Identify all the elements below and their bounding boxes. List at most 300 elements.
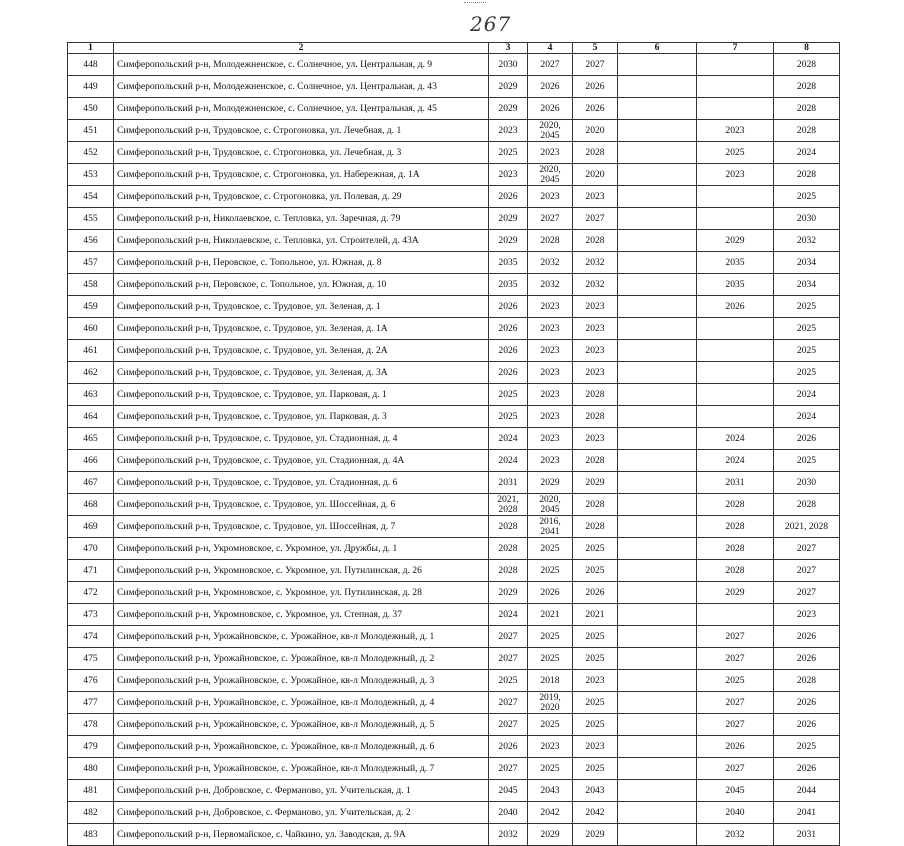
table-row	[68, 802, 840, 824]
address-cell: Симферопольский р-н, Трудовское, с. Трудовое, ул. Парковая, д. 1	[114, 384, 489, 406]
year-cell: 2029	[697, 230, 774, 252]
col6-cell	[618, 560, 697, 582]
table-row	[68, 824, 840, 846]
col6-cell	[618, 802, 697, 824]
year-cell: 2027	[573, 54, 618, 76]
row-number-cell: 472	[68, 582, 114, 604]
row-number-cell: 465	[68, 428, 114, 450]
row-number-cell: 483	[68, 824, 114, 846]
year-cell: 2027	[774, 560, 840, 582]
address-cell: Симферопольский р-н, Перовское, с. Топольное, ул. Южная, д. 10	[114, 274, 489, 296]
row-number-cell: 459	[68, 296, 114, 318]
row-number-cell: 451	[68, 120, 114, 142]
address-cell: Симферопольский р-н, Трудовское, с. Трудовое, ул. Зеленая, д. 3А	[114, 362, 489, 384]
col6-cell	[618, 340, 697, 362]
year-cell: 2026	[774, 648, 840, 670]
row-number-cell: 464	[68, 406, 114, 428]
year-cell: 2027	[697, 714, 774, 736]
table-row	[68, 274, 840, 296]
year-cell: 2028	[774, 670, 840, 692]
year-cell: 2023	[528, 186, 573, 208]
col6-cell	[618, 230, 697, 252]
row-number-cell: 475	[68, 648, 114, 670]
col6-cell	[618, 362, 697, 384]
year-cell	[697, 76, 774, 98]
year-cell: 2026	[489, 340, 528, 362]
year-cell: 2023	[528, 406, 573, 428]
year-cell: 2023	[528, 736, 573, 758]
row-number-cell: 479	[68, 736, 114, 758]
year-cell: 2023	[528, 362, 573, 384]
year-cell: 2027	[573, 208, 618, 230]
col6-cell	[618, 538, 697, 560]
year-cell: 2023	[489, 164, 528, 186]
address-cell: Симферопольский р-н, Трудовское, с. Трудовое, ул. Шоссейная, д. 7	[114, 516, 489, 538]
year-cell: 2025	[573, 692, 618, 714]
year-cell: 2034	[774, 252, 840, 274]
year-cell: 2028	[573, 230, 618, 252]
year-cell: 2025	[774, 450, 840, 472]
column-header: 1	[68, 43, 114, 54]
year-cell: 2023	[573, 296, 618, 318]
year-cell	[697, 318, 774, 340]
year-cell: 2041	[774, 802, 840, 824]
year-cell: 2025	[697, 670, 774, 692]
table-row	[68, 494, 840, 516]
col6-cell	[618, 98, 697, 120]
year-cell	[697, 406, 774, 428]
year-cell: 2028	[528, 230, 573, 252]
year-cell: 2030	[489, 54, 528, 76]
year-cell: 2032	[697, 824, 774, 846]
year-cell	[697, 208, 774, 230]
table-row	[68, 670, 840, 692]
year-cell: 2029	[697, 582, 774, 604]
year-cell: 2026	[697, 296, 774, 318]
year-cell: 2026	[489, 362, 528, 384]
year-cell: 2027	[489, 648, 528, 670]
row-number-cell: 469	[68, 516, 114, 538]
table-row	[68, 318, 840, 340]
col6-cell	[618, 428, 697, 450]
year-cell	[697, 604, 774, 626]
col6-cell	[618, 296, 697, 318]
year-cell	[697, 54, 774, 76]
year-cell: 2040	[697, 802, 774, 824]
year-cell: 2021	[528, 604, 573, 626]
year-cell: 2032	[573, 252, 618, 274]
address-cell: Симферопольский р-н, Трудовское, с. Трудовое, ул. Зеленая, д. 2А	[114, 340, 489, 362]
row-number-cell: 481	[68, 780, 114, 802]
year-cell: 2026	[774, 758, 840, 780]
col6-cell	[618, 252, 697, 274]
table-row	[68, 582, 840, 604]
year-cell: 2025	[774, 340, 840, 362]
year-cell: 2025	[489, 384, 528, 406]
column-header: 7	[697, 43, 774, 54]
year-cell: 2028	[573, 384, 618, 406]
year-cell: 2026	[528, 76, 573, 98]
col6-cell	[618, 692, 697, 714]
table-row	[68, 758, 840, 780]
col6-cell	[618, 450, 697, 472]
year-cell: 2026	[573, 76, 618, 98]
column-header: 6	[618, 43, 697, 54]
year-cell: 2024	[697, 450, 774, 472]
year-cell: 2028	[774, 54, 840, 76]
year-cell: 2027	[697, 758, 774, 780]
col6-cell	[618, 120, 697, 142]
year-cell: 2035	[489, 252, 528, 274]
year-cell: 2028	[774, 98, 840, 120]
year-cell	[697, 362, 774, 384]
address-cell: Симферопольский р-н, Молодежненское, с. Солнечное, ул. Центральная, д. 9	[114, 54, 489, 76]
table-row	[68, 252, 840, 274]
col6-cell	[618, 670, 697, 692]
row-number-cell: 457	[68, 252, 114, 274]
year-cell: 2028	[697, 494, 774, 516]
address-cell: Симферопольский р-н, Урожайновское, с. Урожайное, кв-л Молодежный, д. 5	[114, 714, 489, 736]
col6-cell	[618, 208, 697, 230]
year-cell: 2026	[489, 296, 528, 318]
table-row	[68, 142, 840, 164]
table-row	[68, 428, 840, 450]
address-cell: Симферопольский р-н, Урожайновское, с. Урожайное, кв-л Молодежный, д. 6	[114, 736, 489, 758]
year-cell: 2028	[573, 494, 618, 516]
year-cell: 2020, 2045	[528, 494, 573, 516]
year-cell: 2023	[573, 428, 618, 450]
year-cell: 2045	[697, 780, 774, 802]
address-cell: Симферопольский р-н, Николаевское, с. Тепловка, ул. Строителей, д. 43А	[114, 230, 489, 252]
table-row	[68, 450, 840, 472]
row-number-cell: 453	[68, 164, 114, 186]
col6-cell	[618, 384, 697, 406]
year-cell: 2028	[774, 120, 840, 142]
year-cell: 2027	[697, 626, 774, 648]
year-cell: 2025	[573, 560, 618, 582]
top-scan-mark	[464, 2, 486, 7]
year-cell: 2029	[573, 472, 618, 494]
year-cell: 2024	[774, 142, 840, 164]
table-row	[68, 384, 840, 406]
address-cell: Симферопольский р-н, Добровское, с. Ферманово, ул. Учительская, д. 1	[114, 780, 489, 802]
col6-cell	[618, 758, 697, 780]
page-number: 267	[470, 12, 512, 36]
col6-cell	[618, 780, 697, 802]
table-row	[68, 186, 840, 208]
row-number-cell: 449	[68, 76, 114, 98]
address-cell: Симферопольский р-н, Трудовское, с. Строгоновка, ул. Набережная, д. 1А	[114, 164, 489, 186]
year-cell	[697, 340, 774, 362]
year-cell: 2026	[528, 582, 573, 604]
row-number-cell: 478	[68, 714, 114, 736]
year-cell: 2029	[528, 472, 573, 494]
address-cell: Симферопольский р-н, Урожайновское, с. Урожайное, кв-л Молодежный, д. 4	[114, 692, 489, 714]
col6-cell	[618, 736, 697, 758]
table-row	[68, 604, 840, 626]
address-cell: Симферопольский р-н, Урожайновское, с. Урожайное, кв-л Молодежный, д. 3	[114, 670, 489, 692]
year-cell: 2025	[528, 648, 573, 670]
year-cell: 2020	[573, 120, 618, 142]
year-cell: 2025	[573, 538, 618, 560]
address-cell: Симферопольский р-н, Трудовское, с. Строгоновка, ул. Лечебная, д. 3	[114, 142, 489, 164]
year-cell: 2029	[528, 824, 573, 846]
address-cell: Симферопольский р-н, Укромновское, с. Укромное, ул. Путилинская, д. 26	[114, 560, 489, 582]
year-cell: 2032	[528, 252, 573, 274]
year-cell: 2021, 2028	[489, 494, 528, 516]
year-cell: 2023	[573, 186, 618, 208]
col6-cell	[618, 472, 697, 494]
col6-cell	[618, 142, 697, 164]
year-cell: 2028	[573, 516, 618, 538]
year-cell: 2028	[774, 76, 840, 98]
address-cell: Симферопольский р-н, Трудовское, с. Трудовое, ул. Зеленая, д. 1	[114, 296, 489, 318]
address-cell: Симферопольский р-н, Трудовское, с. Трудовое, ул. Стадионная, д. 4	[114, 428, 489, 450]
year-cell: 2025	[774, 186, 840, 208]
col6-cell	[618, 604, 697, 626]
year-cell: 2018	[528, 670, 573, 692]
col6-cell	[618, 318, 697, 340]
year-cell: 2027	[697, 692, 774, 714]
year-cell: 2028	[697, 538, 774, 560]
year-cell: 2028	[573, 142, 618, 164]
year-cell: 2027	[774, 582, 840, 604]
table-row	[68, 296, 840, 318]
year-cell: 2027	[489, 714, 528, 736]
address-cell: Симферопольский р-н, Укромновское, с. Укромное, ул. Путилинская, д. 28	[114, 582, 489, 604]
year-cell: 2040	[489, 802, 528, 824]
table-body	[68, 54, 840, 846]
year-cell: 2025	[528, 626, 573, 648]
year-cell: 2025	[489, 142, 528, 164]
column-header: 4	[528, 43, 573, 54]
col6-cell	[618, 714, 697, 736]
year-cell: 2023	[528, 318, 573, 340]
year-cell: 2019, 2020	[528, 692, 573, 714]
row-number-cell: 480	[68, 758, 114, 780]
table-row	[68, 98, 840, 120]
row-number-cell: 482	[68, 802, 114, 824]
row-number-cell: 455	[68, 208, 114, 230]
year-cell: 2035	[489, 274, 528, 296]
year-cell: 2026	[489, 736, 528, 758]
address-cell: Симферопольский р-н, Трудовское, с. Трудовое, ул. Стадионная, д. 6	[114, 472, 489, 494]
year-cell: 2030	[774, 472, 840, 494]
year-cell: 2025	[774, 362, 840, 384]
year-cell: 2028	[489, 560, 528, 582]
year-cell: 2023	[573, 340, 618, 362]
year-cell: 2026	[528, 98, 573, 120]
year-cell: 2021	[573, 604, 618, 626]
row-number-cell: 468	[68, 494, 114, 516]
year-cell: 2027	[489, 758, 528, 780]
year-cell: 2029	[489, 76, 528, 98]
table-row	[68, 648, 840, 670]
year-cell: 2031	[774, 824, 840, 846]
year-cell: 2025	[528, 560, 573, 582]
year-cell: 2023	[528, 340, 573, 362]
year-cell: 2026	[489, 186, 528, 208]
address-cell: Симферопольский р-н, Молодежненское, с. Солнечное, ул. Центральная, д. 43	[114, 76, 489, 98]
year-cell: 2025	[573, 714, 618, 736]
column-header: 2	[114, 43, 489, 54]
year-cell: 2023	[573, 736, 618, 758]
address-cell: Симферопольский р-н, Трудовское, с. Строгоновка, ул. Полевая, д. 29	[114, 186, 489, 208]
address-cell: Симферопольский р-н, Укромновское, с. Укромное, ул. Степная, д. 37	[114, 604, 489, 626]
year-cell: 2029	[489, 582, 528, 604]
address-cell: Симферопольский р-н, Николаевское, с. Тепловка, ул. Заречная, д. 79	[114, 208, 489, 230]
row-number-cell: 470	[68, 538, 114, 560]
year-cell: 2020, 2045	[528, 164, 573, 186]
year-cell: 2023	[697, 164, 774, 186]
year-cell: 2026	[489, 318, 528, 340]
year-cell: 2023	[528, 384, 573, 406]
row-number-cell: 448	[68, 54, 114, 76]
year-cell: 2029	[489, 208, 528, 230]
year-cell: 2045	[489, 780, 528, 802]
col6-cell	[618, 626, 697, 648]
year-cell	[697, 98, 774, 120]
col6-cell	[618, 274, 697, 296]
year-cell: 2025	[573, 626, 618, 648]
year-cell: 2026	[774, 428, 840, 450]
table-row	[68, 120, 840, 142]
row-number-cell: 476	[68, 670, 114, 692]
table-row	[68, 472, 840, 494]
table-row	[68, 560, 840, 582]
year-cell: 2035	[697, 274, 774, 296]
year-cell: 2029	[489, 98, 528, 120]
year-cell: 2028	[573, 450, 618, 472]
table-row	[68, 780, 840, 802]
year-cell: 2024	[774, 406, 840, 428]
year-cell: 2032	[774, 230, 840, 252]
address-cell: Симферопольский р-н, Трудовское, с. Трудовое, ул. Зеленая, д. 1А	[114, 318, 489, 340]
year-cell: 2025	[528, 714, 573, 736]
year-cell: 2023	[489, 120, 528, 142]
year-cell: 2042	[528, 802, 573, 824]
table-row	[68, 340, 840, 362]
year-cell: 2023	[528, 450, 573, 472]
year-cell: 2025	[489, 406, 528, 428]
table-row	[68, 54, 840, 76]
year-cell: 2031	[697, 472, 774, 494]
year-cell: 2023	[774, 604, 840, 626]
row-number-cell: 466	[68, 450, 114, 472]
table-row	[68, 230, 840, 252]
address-cell: Симферопольский р-н, Перовское, с. Топольное, ул. Южная, д. 8	[114, 252, 489, 274]
year-cell: 2027	[489, 626, 528, 648]
table-row	[68, 692, 840, 714]
row-number-cell: 462	[68, 362, 114, 384]
year-cell: 2021, 2028	[774, 516, 840, 538]
year-cell: 2042	[573, 802, 618, 824]
year-cell: 2026	[573, 582, 618, 604]
col6-cell	[618, 406, 697, 428]
row-number-cell: 477	[68, 692, 114, 714]
year-cell: 2023	[573, 318, 618, 340]
year-cell: 2028	[697, 560, 774, 582]
year-cell: 2025	[774, 736, 840, 758]
year-cell: 2020, 2045	[528, 120, 573, 142]
table-row	[68, 516, 840, 538]
year-cell: 2028	[697, 516, 774, 538]
year-cell: 2023	[528, 296, 573, 318]
year-cell: 2032	[573, 274, 618, 296]
year-cell: 2023	[697, 120, 774, 142]
year-cell: 2025	[489, 670, 528, 692]
year-cell: 2031	[489, 472, 528, 494]
address-cell: Симферопольский р-н, Урожайновское, с. Урожайное, кв-л Молодежный, д. 7	[114, 758, 489, 780]
table-row	[68, 76, 840, 98]
year-cell: 2025	[774, 296, 840, 318]
table-row	[68, 406, 840, 428]
address-cell: Симферопольский р-н, Урожайновское, с. Урожайное, кв-л Молодежный, д. 2	[114, 648, 489, 670]
col6-cell	[618, 516, 697, 538]
row-number-cell: 450	[68, 98, 114, 120]
year-cell: 2025	[528, 758, 573, 780]
year-cell: 2020	[573, 164, 618, 186]
address-cell: Симферопольский р-н, Укромновское, с. Укромное, ул. Дружбы, д. 1	[114, 538, 489, 560]
year-cell: 2028	[573, 406, 618, 428]
year-cell: 2024	[489, 428, 528, 450]
year-cell: 2026	[573, 98, 618, 120]
year-cell: 2032	[528, 274, 573, 296]
year-cell: 2023	[528, 428, 573, 450]
table-row	[68, 714, 840, 736]
row-number-cell: 463	[68, 384, 114, 406]
row-number-cell: 452	[68, 142, 114, 164]
column-header: 3	[489, 43, 528, 54]
row-number-cell: 454	[68, 186, 114, 208]
year-cell: 2043	[573, 780, 618, 802]
year-cell: 2027	[489, 692, 528, 714]
column-header: 5	[573, 43, 618, 54]
year-cell: 2023	[528, 142, 573, 164]
year-cell: 2024	[774, 384, 840, 406]
address-cell: Симферопольский р-н, Молодежненское, с. Солнечное, ул. Центральная, д. 45	[114, 98, 489, 120]
year-cell: 2024	[697, 428, 774, 450]
column-header: 8	[774, 43, 840, 54]
table-row	[68, 164, 840, 186]
col6-cell	[618, 648, 697, 670]
row-number-cell: 460	[68, 318, 114, 340]
year-cell: 2035	[697, 252, 774, 274]
row-number-cell: 461	[68, 340, 114, 362]
year-cell: 2028	[489, 516, 528, 538]
address-cell: Симферопольский р-н, Урожайновское, с. Урожайное, кв-л Молодежный, д. 1	[114, 626, 489, 648]
row-number-cell: 474	[68, 626, 114, 648]
year-cell: 2026	[774, 692, 840, 714]
year-cell: 2023	[573, 362, 618, 384]
year-cell: 2030	[774, 208, 840, 230]
year-cell: 2029	[573, 824, 618, 846]
year-cell: 2028	[489, 538, 528, 560]
year-cell: 2026	[774, 626, 840, 648]
year-cell: 2025	[528, 538, 573, 560]
address-cell: Симферопольский р-н, Трудовское, с. Строгоновка, ул. Лечебная, д. 1	[114, 120, 489, 142]
year-cell: 2025	[697, 142, 774, 164]
year-cell: 2026	[774, 714, 840, 736]
year-cell: 2027	[528, 54, 573, 76]
address-cell: Симферопольский р-н, Добровское, с. Ферманово, ул. Учительская, д. 2	[114, 802, 489, 824]
year-cell: 2024	[489, 450, 528, 472]
year-cell: 2025	[573, 648, 618, 670]
year-cell: 2034	[774, 274, 840, 296]
col6-cell	[618, 824, 697, 846]
header-row	[68, 43, 840, 54]
year-cell: 2029	[489, 230, 528, 252]
